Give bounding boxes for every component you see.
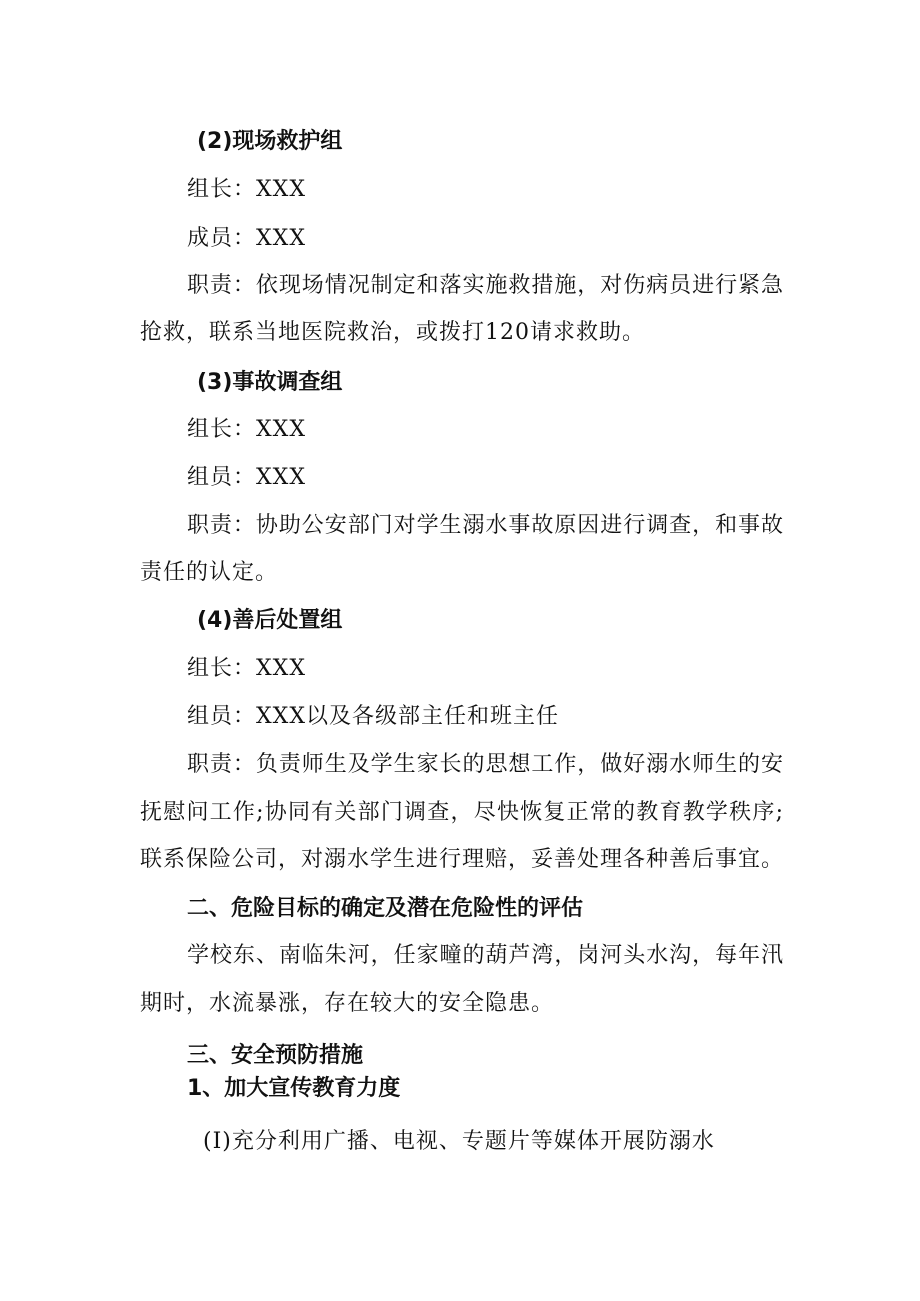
- investigation-group-duty-line-2: 责任的认定。: [140, 560, 279, 585]
- heading-subsection-one: 1、加大宣传教育力度: [187, 1076, 401, 1101]
- investigation-group-member: 组员：XXX: [187, 465, 306, 490]
- aftermath-group-leader: 组长：XXX: [187, 656, 306, 681]
- rescue-group-leader: 组长：XXX: [187, 177, 306, 202]
- rescue-group-member: 成员：XXX: [187, 226, 306, 251]
- aftermath-group-duty-line-2: 抚慰问工作;协同有关部门调查，尽快恢复正常的教育教学秩序;: [140, 800, 783, 825]
- aftermath-group-duty-line-3: 联系保险公司，对溺水学生进行理赔，妥善处理各种善后事宜。: [140, 847, 783, 872]
- subsection-one-item-1: (I)充分利用广播、电视、专题片等媒体开展防溺水: [203, 1129, 715, 1154]
- heading-rescue-group: (2)现场救护组: [197, 129, 343, 154]
- investigation-group-leader: 组长：XXX: [187, 417, 306, 442]
- heading-investigation-group: (3)事故调查组: [197, 370, 343, 395]
- heading-section-two: 二、危险目标的确定及潜在危险性的评估: [187, 896, 584, 921]
- investigation-group-duty-line-1: 职责：协助公安部门对学生溺水事故原因进行调查，和事故: [187, 513, 783, 538]
- heading-aftermath-group: (4)善后处置组: [197, 608, 343, 633]
- heading-section-three: 三、安全预防措施: [187, 1043, 364, 1068]
- section-two-text-line-1: 学校东、南临朱河，任家疃的葫芦湾，岗河头水沟，每年汛: [187, 943, 783, 968]
- rescue-group-duty-line-1: 职责：依现场情况制定和落实施救措施，对伤病员进行紧急: [187, 273, 783, 298]
- aftermath-group-duty-line-1: 职责：负责师生及学生家长的思想工作，做好溺水师生的安: [187, 752, 783, 777]
- aftermath-group-member: 组员：XXX以及各级部主任和班主任: [187, 704, 559, 729]
- section-two-text-line-2: 期时，水流暴涨，存在较大的安全隐患。: [140, 991, 555, 1016]
- rescue-group-duty-line-2: 抢救，联系当地医院救治，或拨打120请求救助。: [140, 320, 645, 345]
